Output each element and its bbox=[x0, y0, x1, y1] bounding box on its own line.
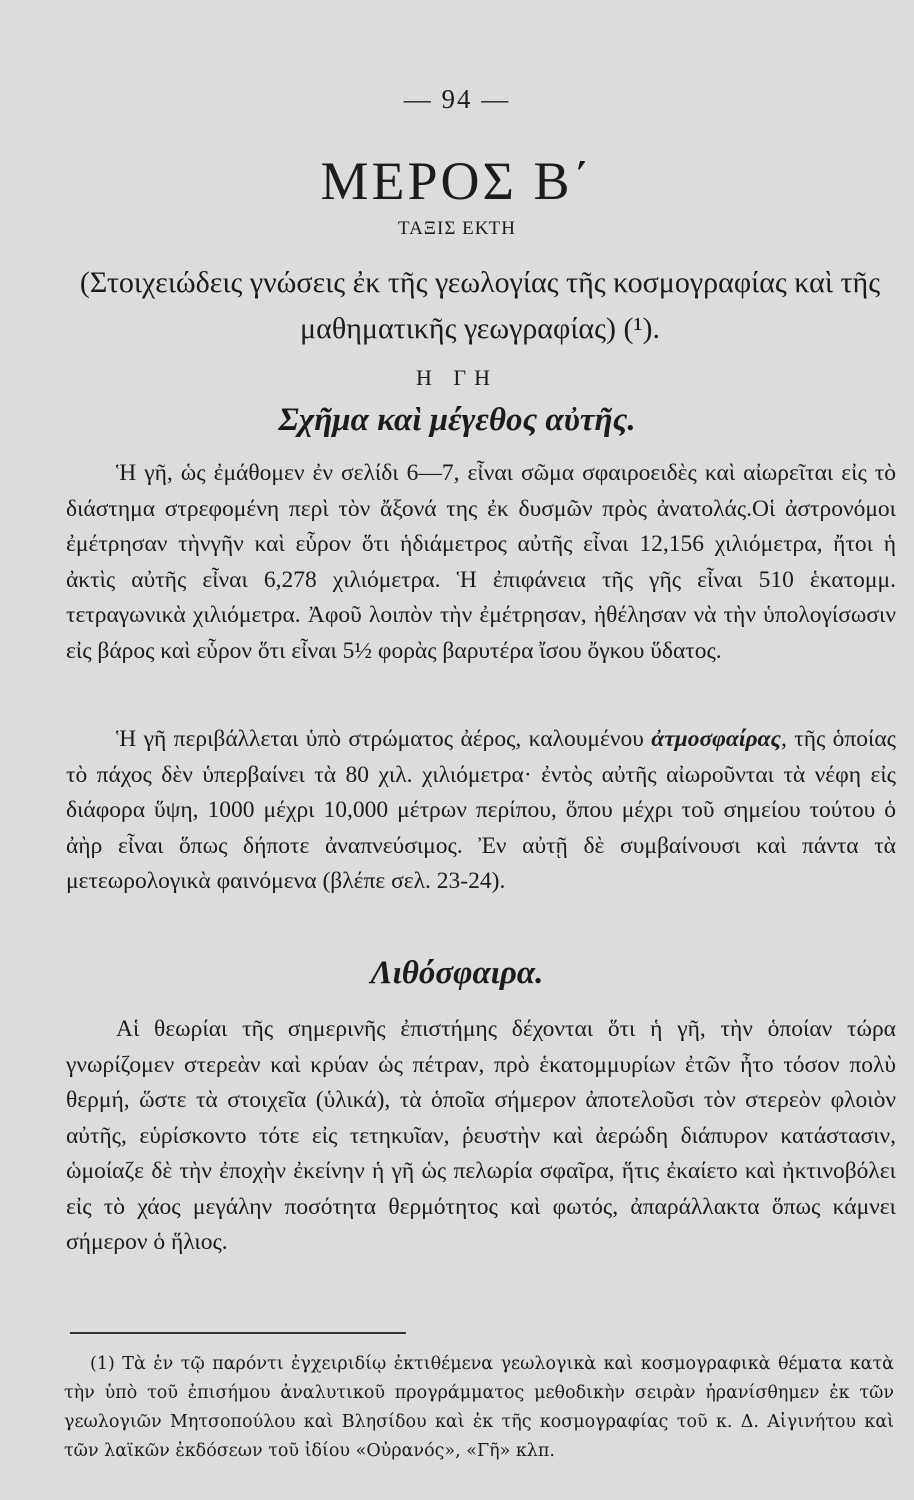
class-label: ΤΑΞΙΣ ΕΚΤΗ bbox=[398, 218, 516, 239]
paragraph-earth-shape: Ἡ γῆ, ὡς ἐμάθομεν ἐν σελίδι 6—7, εἶναι σῶμα σφαιροειδὲς καὶ αἰωρεῖται εἰς τὸ διάστημα στρεφομένη περὶ τὸν ἄξονά της ἐκ δυσμῶν πρὸς ἀνατολάς.Οἱ ἀστρονόμοι ἐμέτρησαν τὴνγῆν καὶ εὗρον ὅτι ἡδιάμετρος αὐτῆς εἶναι 12,156 χιλιόμετρα, ἤτοι ἡ ἀκτὶς αὐτῆς εἶναι 6,278 χιλιόμετρα. Ἡ ἐπιφάνεια τῆς γῆς εἶναι 510 ἑκατομμ. τετραγωνικὰ χιλιόμετρα. Ἀφοῦ λοιπὸν τὴν ἐμέτρησαν, ἠθέλησαν νὰ τὴν ὑπολογίσωσιν εἰς βάρος καὶ εὗρον ὅτι εἶναι 5½ φορὰς βαρυτέρα ἴσου ὄγκου ὕδατος. bbox=[66, 460, 896, 664]
paragraph-lithosphere: Αἱ θεωρίαι τῆς σημερινῆς ἐπιστήμης δέχονται ὅτι ἡ γῆ, τὴν ὁποίαν τώρα γνωρίζομεν στερεὰν καὶ κρύαν ὡς πέτραν, πρὸ ἑκατομμυρίων ἐτῶν ἦτο τόσον πολὺ θερμή, ὥστε τὰ στοιχεῖα (ὑλικά), τὰ ὁποῖα σήμερον ἀποτελοῦσι τὸν στερεὸν φλοιὸν αὐτῆς, εὑρίσκοντο τότε εἰς τετηκυῖαν, ῥευστὴν καὶ ἀερώδη διάπυρον κατάστασιν, ὡμοίαζε δὲ τὴν ἐποχὴν ἐκείνην ἡ γῆ ὡς πελωρία σφαῖρα, ἥτις ἐκαίετο καὶ ἠκτινοβόλει εἰς τὸ χάος μεγάλην ποσότητα θερμότητος καὶ φωτός, ἀπαράλλακτα ὅπως κάμνει σήμερον ὁ ἥλιος. bbox=[66, 1016, 896, 1255]
footnote: (1) Τὰ ἐν τῷ παρόντι ἐγχειριδίῳ ἐκτιθέμενα γεωλογικὰ καὶ κοσμογραφικὰ θέματα κατὰ τὴν ὑπὸ τοῦ ἐπισήμου ἀναλυτικοῦ προγράμματος μεθοδικὴν σειρὰν ἠρανίσθημεν ἐκ τῶν γεωλογιῶν Μητσοπούλου καὶ Βλησίδου καὶ ἐκ τῆς κοσμογραφίας τοῦ κ. Δ. Αἰγινήτου καὶ τῶν λαϊκῶν ἐκδόσεων τοῦ ἰδίου «Οὐρανός», «Γῆ» κλπ. bbox=[64, 1354, 894, 1461]
chapter-subtitle: (Στοιχειώδεις γνώσεις ἐκ τῆς γεωλογίας τῆς κοσμογραφίας καὶ τῆς μαθηματικῆς γεωγραφίας) (¹). bbox=[79, 266, 881, 345]
heading-lithosphere: Λιθόσφαιρα. bbox=[370, 955, 544, 991]
paragraph-atmosphere-start: Ἡ γῆ περιβάλλεται ὑπὸ στρώματος ἀέρος, καλουμένου bbox=[116, 726, 652, 752]
page-number: — 94 — bbox=[403, 84, 511, 114]
paragraph-atmosphere bbox=[66, 722, 896, 900]
part-title: ΜΕΡΟΣ Β΄ bbox=[320, 151, 594, 211]
term-atmosphere: ἀτμοσφαίρας bbox=[651, 726, 782, 752]
section-label: Η ΓΗ bbox=[416, 365, 498, 390]
heading-shape-and-size: Σχῆμα καὶ μέγεθος αὐτῆς. bbox=[278, 402, 636, 438]
footnote-divider bbox=[70, 1332, 406, 1334]
paragraph-atmosphere-end: , τῆς ὁποίας τὸ πάχος δὲν ὑπερβαίνει τὰ 80 χιλ. χιλιόμετρα· ἐντὸς αὐτῆς αἰωροῦνται τὰ νέφη εἰς διάφορα ὕψη, 1000 μέχρι 10,000 μέτρων περίπου, ὅπου μέχρι τοῦ σημείου τούτου ὁ ἀὴρ εἶναι ὅπως δήποτε ἀναπνεύσιμος. Ἐν αὐτῇ δὲ συμβαίνουσι καὶ πάντα τὰ μετεωρολογικὰ φαινόμενα (βλέπε σελ. 23-24). bbox=[66, 726, 896, 894]
